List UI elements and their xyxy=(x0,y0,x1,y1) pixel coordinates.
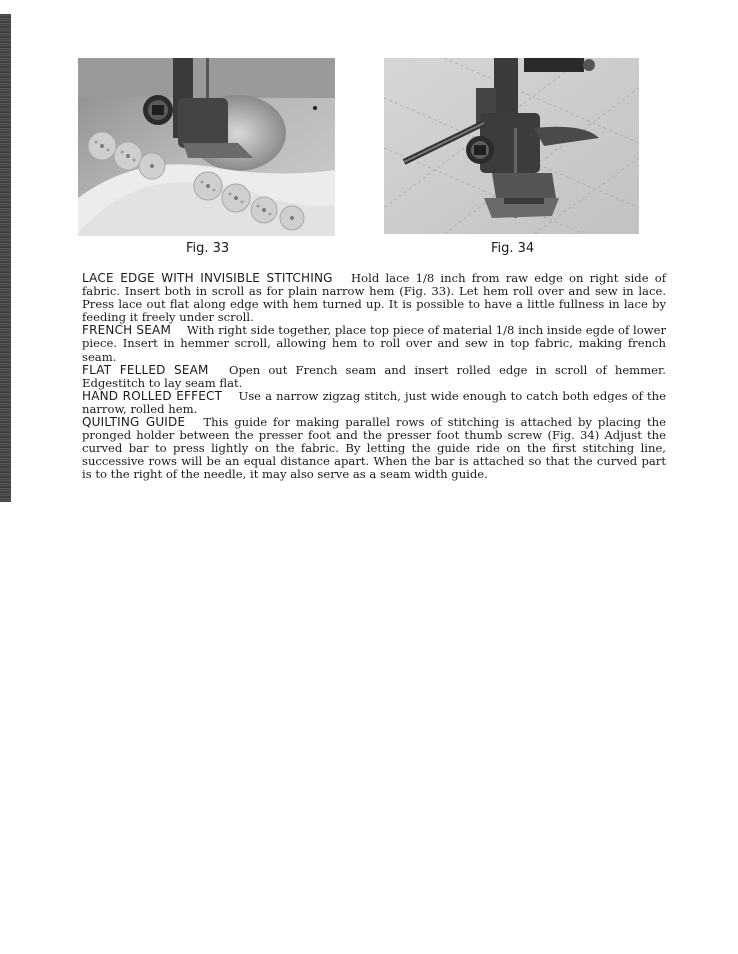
section-lace-edge xyxy=(82,272,666,324)
section-flat-felled-seam xyxy=(82,364,666,390)
figure-34-photo xyxy=(384,58,639,234)
section-quilting-guide xyxy=(82,416,666,481)
figure-33-photo xyxy=(78,58,335,236)
figure-34-caption: Fig. 34 xyxy=(491,241,535,256)
section-body: Use a narrow zigzag stitch, just wide enough to catch both edges of the narrow, rolled hem. xyxy=(82,388,666,416)
section-french-seam xyxy=(82,324,666,363)
section-heading: QUILTING GUIDE xyxy=(82,415,198,430)
scan-edge-shadow xyxy=(0,14,11,502)
section-body: Open out French seam and insert rolled edge in scroll of hemmer. Edgestitch to lay seam flat. xyxy=(82,362,666,390)
section-hand-rolled-effect xyxy=(82,390,666,416)
section-body: This guide for making parallel rows of stitching is attached by placing the pronged holder between the presser foot and the presser foot thumb screw (Fig. 34) Adjust the curved bar to press lightly on the fabric. By letting the guide ride on the first stitching line, successive rows will be an equal distance apart. When the bar is attached so that the curved part is to the right of the needle, it may also serve as a seam width guide. xyxy=(82,415,667,482)
section-heading: LACE EDGE WITH INVISIBLE STITCHING xyxy=(82,271,345,285)
section-heading: HAND ROLLED EFFECT xyxy=(82,388,235,403)
section-heading: FRENCH SEAM xyxy=(82,323,184,338)
section-body: With right side together, place top piece of material 1/8 inch inside egde of lower piece. Insert in hemmer scroll, allowing hem to roll over and sew in top fabric, making french seam. xyxy=(82,323,666,364)
figure-33-caption: Fig. 33 xyxy=(186,241,230,256)
instructions-text xyxy=(82,272,666,482)
section-body: Hold lace 1/8 inch from raw edge on right side of fabric. Insert both in scroll as for plain narrow hem (Fig. 33). Let hem roll over and sew in lace. Press lace out flat along edge with hem turned up. It is possible to have a little fullness in lace by feeding it freely under scroll. xyxy=(82,271,667,325)
section-heading: FLAT FELLED SEAM xyxy=(82,362,221,377)
